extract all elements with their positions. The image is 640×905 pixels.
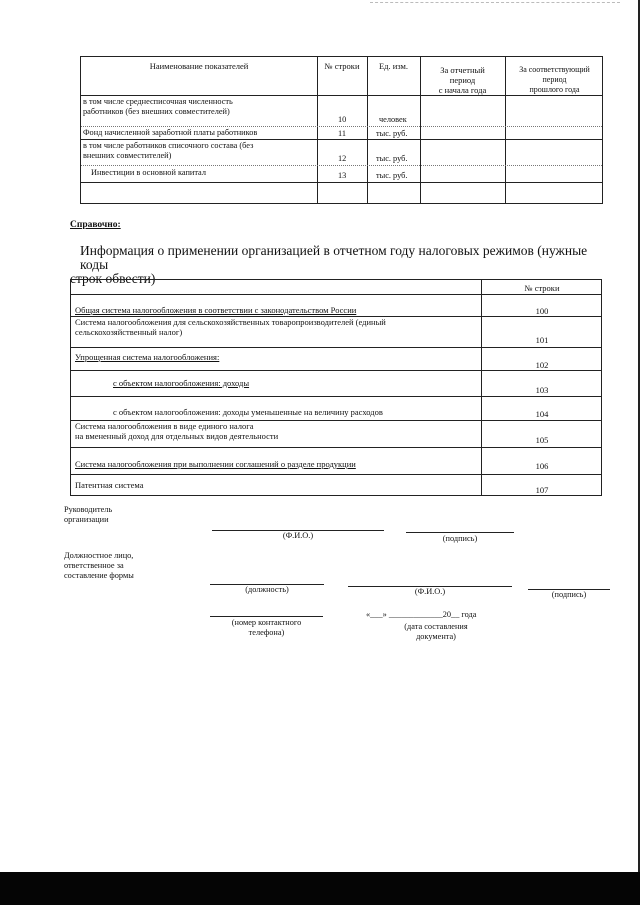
row-unit: тыс. руб. [376, 171, 408, 180]
resp-fio-caption: (Ф.И.О.) [414, 587, 446, 596]
row-number: 106 [535, 461, 549, 471]
scan-artifact-top [370, 2, 620, 3]
row-number: 101 [535, 335, 549, 345]
table-row: Упрощенная система налогообложения: [75, 352, 220, 362]
row-number: 12 [338, 154, 347, 163]
row-number: 100 [535, 306, 549, 316]
table-row: с объектом налогообложения: доходы уменьшенные на величину расходов [113, 407, 383, 417]
head-label: Руководитель организации [64, 505, 113, 524]
head-fio-caption: (Ф.И.О.) [282, 531, 314, 540]
row-number: 103 [535, 385, 549, 395]
row-number: 102 [535, 360, 549, 370]
table-row: Система налогообложения при выполнении соглашений о разделе продукции [75, 459, 356, 469]
head-sign-caption: (подпись) [442, 534, 478, 543]
table-row: Система налогообложения в виде единого налога на вмененный доход для отдельных видов деятельности [75, 421, 279, 441]
col-header-row-no: № строки [524, 283, 560, 293]
row-unit: тыс. руб. [376, 154, 408, 163]
row-number: 11 [338, 129, 346, 138]
phone-caption: (номер контактного телефона) [231, 618, 302, 637]
table-row: в том числе работников списочного состава (без внешних совместителей) [83, 141, 254, 160]
table-row: Система налогообложения для сельскохозяйственных товаропроизводителей (единый сельскохозяйственный налог) [75, 317, 386, 337]
reference-title: Справочно: [70, 220, 121, 230]
col-header-row-no: № строки [324, 61, 360, 71]
phone-line[interactable] [210, 616, 323, 617]
col-header-name: Наименование показателей [149, 61, 249, 71]
tax-regime-info: Информация о применении организацией в отчетном году налоговых режимов (нужные коды строк обвести) [70, 243, 588, 286]
table-row: с объектом налогообложения: доходы [113, 378, 250, 388]
row-number: 10 [338, 115, 347, 124]
table-row: Инвестиции в основной капитал [91, 168, 206, 177]
row-number: 107 [535, 485, 549, 495]
table-row: Общая система налогообложения в соответствии с законодательством России [75, 305, 357, 315]
table-row: Фонд начисленной заработной платы работников [83, 128, 258, 137]
position-caption: (должность) [245, 585, 289, 594]
tax-regime-table [70, 279, 602, 496]
head-sign-line[interactable] [406, 532, 514, 533]
resp-sign-caption: (подпись) [551, 590, 587, 599]
date-field[interactable]: «___» _____________20__ года [366, 610, 477, 619]
col-header-period: За отчетный период с начала года [438, 65, 487, 95]
row-number: 104 [535, 409, 549, 419]
scan-bottom-band [0, 872, 640, 905]
row-number: 13 [338, 171, 347, 180]
row-unit: тыс. руб. [376, 129, 408, 138]
row-number: 105 [535, 435, 549, 445]
indicators-table [80, 56, 603, 204]
col-header-prev: За соответствующий период прошлого года [519, 65, 590, 94]
col-header-unit: Ед. изм. [378, 61, 409, 71]
responsible-label: Должностное лицо, ответственное за составление формы [64, 551, 134, 580]
table-row: в том числе среднесписочная численность работников (без внешних совместителей) [83, 97, 233, 116]
row-unit: человек [379, 115, 407, 124]
date-caption: (дата составления документа) [404, 622, 468, 641]
table-row: Патентная система [75, 480, 144, 490]
